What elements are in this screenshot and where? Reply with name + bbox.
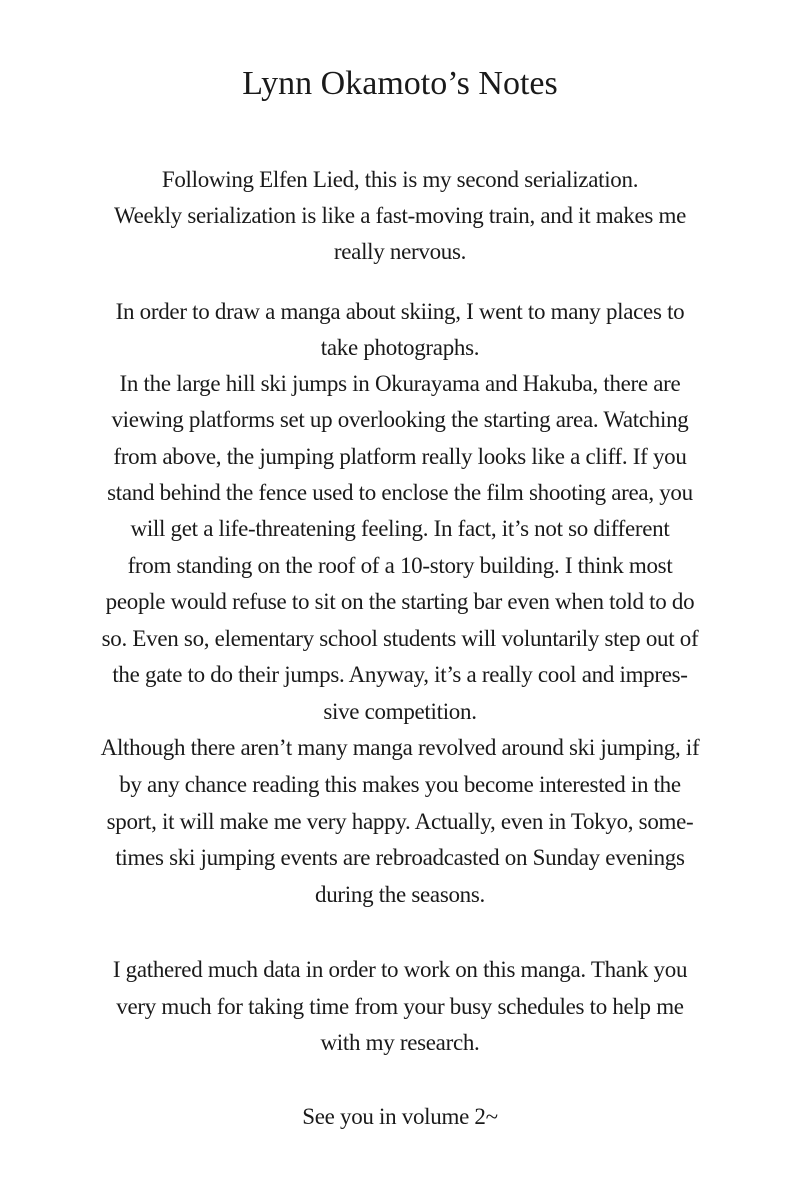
text-line: See you in volume 2~: [302, 1104, 498, 1129]
text-line: I gathered much data in order to work on this manga. Thank you: [112, 957, 688, 982]
text-line: viewing platforms set up overlooking the starting area. Watching: [111, 407, 689, 432]
text-line: take photographs.: [320, 335, 480, 360]
text-line: Although there aren’t many manga revolved around ski jumping, if: [100, 735, 700, 760]
text-line: the gate to do their jumps. Anyway, it’s a really cool and impres-: [112, 662, 688, 687]
text-line: Following Elfen Lied, this is my second serialization.: [161, 167, 639, 192]
text-line: will get a life-threatening feeling. In fact, it’s not so different: [130, 516, 670, 541]
text-line: from standing on the roof of a 10-story building. I think most: [127, 553, 673, 578]
text-line: with my research.: [320, 1030, 480, 1055]
text-line: sive competition.: [323, 699, 477, 724]
text-line: during the seasons.: [315, 882, 485, 907]
text-line: from above, the jumping platform really looks like a cliff. If you: [113, 444, 687, 469]
page-title: Lynn Okamoto’s Notes: [242, 65, 558, 102]
text-line: times ski jumping events are rebroadcasted on Sunday evenings: [115, 845, 685, 870]
text-line: so. Even so, elementary school students will voluntarily step out of: [101, 626, 699, 651]
text-line: In order to draw a manga about skiing, I went to many places to: [115, 299, 685, 324]
text-line: Weekly serialization is like a fast-moving train, and it makes me: [114, 203, 686, 228]
text-line: In the large hill ski jumps in Okurayama and Hakuba, there are: [119, 371, 681, 396]
text-line: people would refuse to sit on the starting bar even when told to do: [105, 589, 695, 614]
text-line: stand behind the fence used to enclose the film shooting area, you: [107, 480, 693, 505]
text-line: very much for taking time from your busy schedules to help me: [116, 994, 684, 1019]
text-line: sport, it will make me very happy. Actually, even in Tokyo, some-: [106, 809, 694, 834]
text-line: really nervous.: [333, 239, 467, 264]
text-line: by any chance reading this makes you become interested in the: [119, 772, 681, 797]
